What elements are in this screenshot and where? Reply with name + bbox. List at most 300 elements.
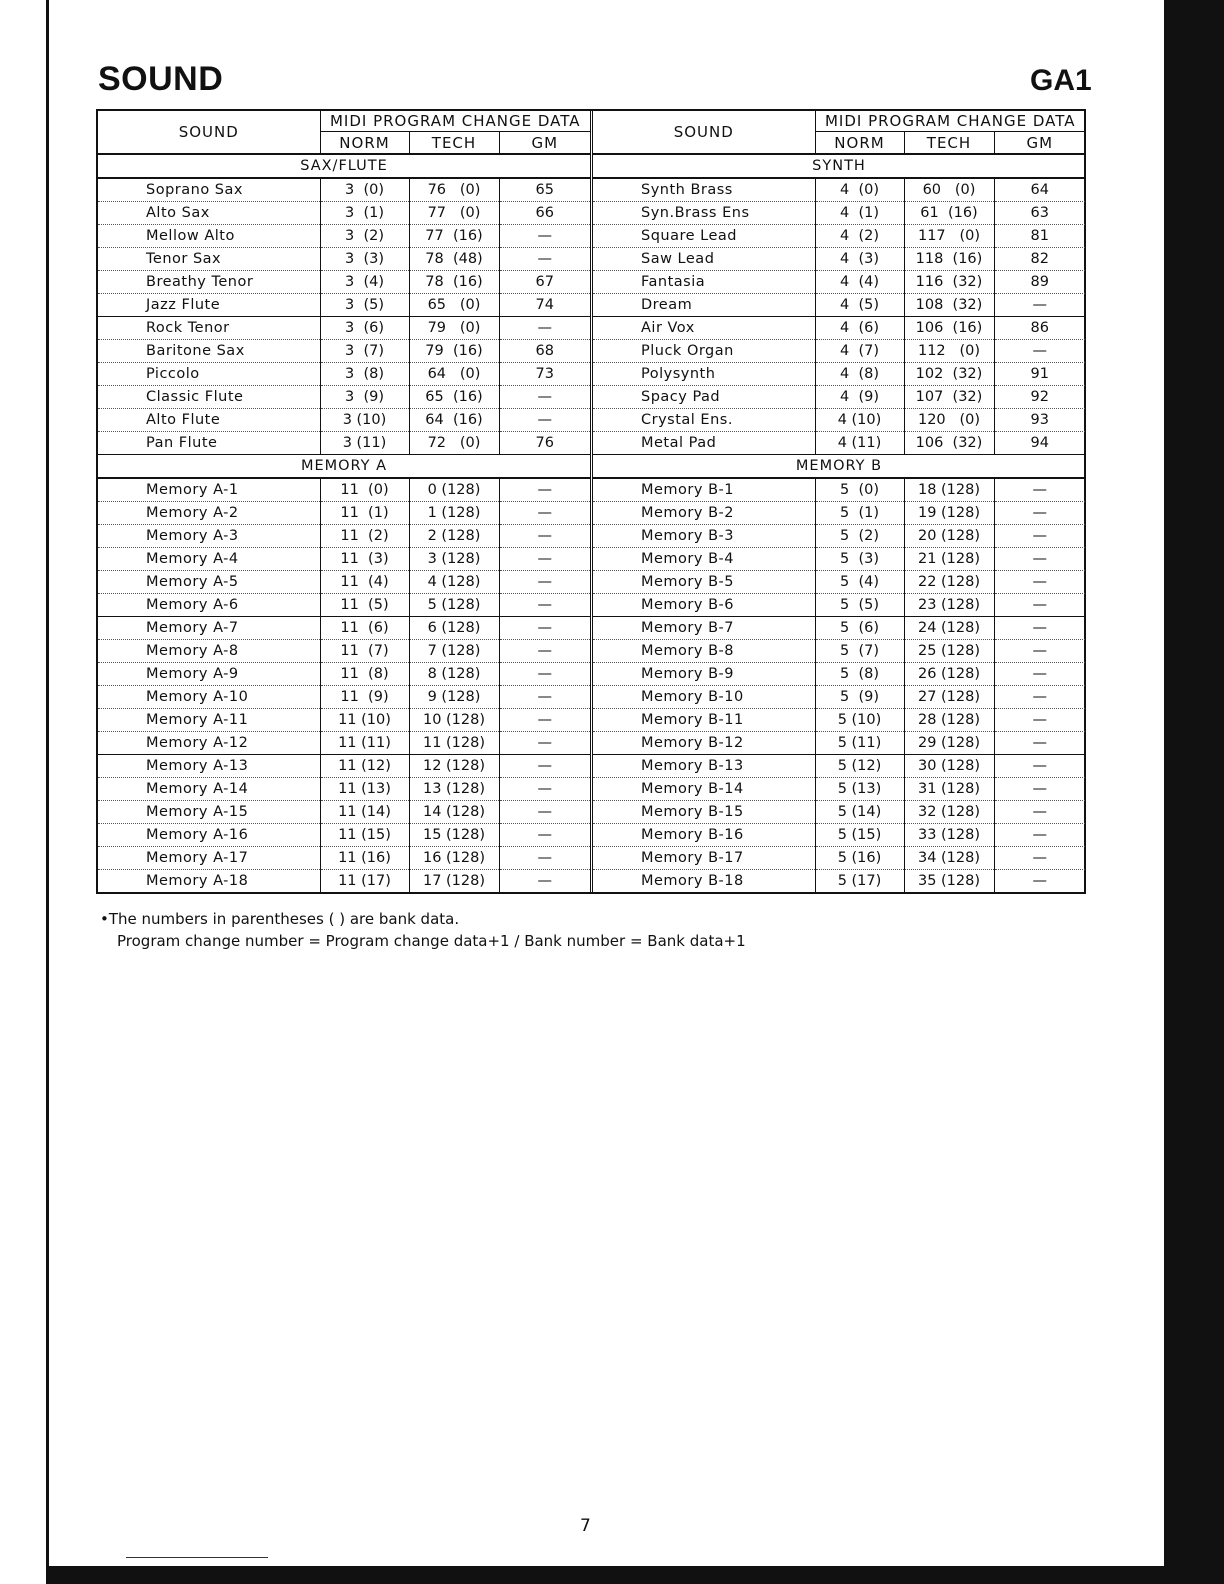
tech-value-cell: 1 (128) (409, 502, 499, 525)
scan-right-edge (1164, 0, 1224, 1584)
norm-value-cell: 3 (10) (320, 409, 409, 432)
section-title: SAX∕FLUTE (98, 154, 590, 178)
norm-value-cell: 11 (5) (320, 594, 409, 617)
gm-value-cell: — (499, 386, 590, 409)
table-row (98, 617, 590, 640)
footnote-formula: Program change number = Program change data+1 ∕ Bank number = Bank data+1 (117, 932, 746, 950)
footer-rule (126, 1557, 268, 1558)
gm-value-cell: — (994, 732, 1085, 755)
norm-value-cell: 4 (3) (815, 248, 904, 271)
sound-name-cell: Memory B-8 (593, 640, 815, 663)
norm-value-cell: 11 (2) (320, 525, 409, 548)
tech-value-cell: 11 (128) (409, 732, 499, 755)
tech-value-cell: 22 (128) (904, 571, 994, 594)
left-table (98, 111, 590, 892)
gm-value-cell: 64 (994, 178, 1085, 202)
sound-name-cell: Memory B-14 (593, 778, 815, 801)
sound-name-cell: Synth Brass (593, 178, 815, 202)
sound-name-cell: Square Lead (593, 225, 815, 248)
sound-name-cell: Piccolo (98, 363, 320, 386)
sound-name-cell: Memory A-16 (98, 824, 320, 847)
table-row (593, 363, 1085, 386)
table-row (593, 640, 1085, 663)
sound-name-cell: Alto Sax (98, 202, 320, 225)
norm-value-cell: 3 (4) (320, 271, 409, 294)
tech-value-cell: 79 (16) (409, 340, 499, 363)
sound-name-cell: Memory A-17 (98, 847, 320, 870)
table-row (593, 178, 1085, 202)
table-row (98, 202, 590, 225)
gm-value-cell: — (499, 478, 590, 502)
table-row (98, 409, 590, 432)
gm-value-cell: — (499, 225, 590, 248)
gm-value-cell: — (994, 478, 1085, 502)
gm-value-cell: — (994, 686, 1085, 709)
norm-value-cell: 3 (9) (320, 386, 409, 409)
norm-value-cell: 11 (7) (320, 640, 409, 663)
tech-value-cell: 13 (128) (409, 778, 499, 801)
gm-value-cell: — (994, 801, 1085, 824)
tech-value-cell: 16 (128) (409, 847, 499, 870)
gm-value-cell: — (994, 617, 1085, 640)
norm-value-cell: 5 (2) (815, 525, 904, 548)
norm-value-cell: 11 (11) (320, 732, 409, 755)
gm-value-cell: 65 (499, 178, 590, 202)
gm-value-cell: 66 (499, 202, 590, 225)
sound-name-cell: Memory A-4 (98, 548, 320, 571)
gm-value-cell: — (994, 340, 1085, 363)
sound-name-cell: Pluck Organ (593, 340, 815, 363)
norm-value-cell: 5 (11) (815, 732, 904, 755)
norm-value-cell: 4 (10) (815, 409, 904, 432)
sound-name-cell: Memory A-9 (98, 663, 320, 686)
tech-value-cell: 10 (128) (409, 709, 499, 732)
sound-name-cell: Memory B-17 (593, 847, 815, 870)
sound-name-cell: Memory B-15 (593, 801, 815, 824)
tech-value-cell: 120 (0) (904, 409, 994, 432)
norm-value-cell: 11 (0) (320, 478, 409, 502)
table-row (98, 225, 590, 248)
sound-name-cell: Polysynth (593, 363, 815, 386)
gm-value-cell: — (499, 709, 590, 732)
norm-value-cell: 5 (9) (815, 686, 904, 709)
table-row (593, 755, 1085, 778)
sound-name-cell: Memory B-5 (593, 571, 815, 594)
tech-value-cell: 20 (128) (904, 525, 994, 548)
sound-name-cell: Dream (593, 294, 815, 317)
norm-value-cell: 11 (9) (320, 686, 409, 709)
tech-value-cell: 26 (128) (904, 663, 994, 686)
table-row (593, 294, 1085, 317)
sound-name-cell: Memory B-9 (593, 663, 815, 686)
gm-value-cell: — (994, 594, 1085, 617)
norm-column-header: NORM (815, 132, 904, 154)
sound-table (96, 109, 1086, 894)
table-row (593, 778, 1085, 801)
sound-name-cell: Memory A-8 (98, 640, 320, 663)
gm-value-cell: 89 (994, 271, 1085, 294)
sound-name-cell: Memory A-11 (98, 709, 320, 732)
page-title: SOUND (98, 60, 224, 98)
section-title: MEMORY B (593, 455, 1085, 479)
norm-value-cell: 5 (14) (815, 801, 904, 824)
norm-value-cell: 5 (6) (815, 617, 904, 640)
gm-value-cell: — (499, 594, 590, 617)
tech-value-cell: 7 (128) (409, 640, 499, 663)
sound-name-cell: Pan Flute (98, 432, 320, 455)
section-title: MEMORY A (98, 455, 590, 479)
gm-value-cell: — (499, 571, 590, 594)
tech-value-cell: 60 (0) (904, 178, 994, 202)
gm-value-cell: — (499, 824, 590, 847)
sound-name-cell: Memory B-6 (593, 594, 815, 617)
norm-value-cell: 5 (17) (815, 870, 904, 893)
norm-value-cell: 5 (4) (815, 571, 904, 594)
table-row (593, 432, 1085, 455)
tech-value-cell: 21 (128) (904, 548, 994, 571)
tech-value-cell: 78 (16) (409, 271, 499, 294)
midi-column-header: MIDI PROGRAM CHANGE DATA (320, 111, 590, 132)
table-row (593, 386, 1085, 409)
norm-value-cell: 4 (9) (815, 386, 904, 409)
tech-value-cell: 116 (32) (904, 271, 994, 294)
tech-value-cell: 8 (128) (409, 663, 499, 686)
left-half (98, 111, 593, 892)
section-header-row (593, 455, 1085, 479)
norm-value-cell: 5 (10) (815, 709, 904, 732)
section-header-row (98, 154, 590, 178)
sound-name-cell: Memory A-2 (98, 502, 320, 525)
sound-name-cell: Saw Lead (593, 248, 815, 271)
table-row (98, 801, 590, 824)
table-row (98, 824, 590, 847)
tech-value-cell: 77 (0) (409, 202, 499, 225)
norm-value-cell: 3 (11) (320, 432, 409, 455)
footnote-bank-data: •The numbers in parentheses ( ) are bank data. (100, 910, 460, 928)
gm-value-cell: — (499, 317, 590, 340)
norm-value-cell: 5 (5) (815, 594, 904, 617)
tech-value-cell: 72 (0) (409, 432, 499, 455)
tech-value-cell: 23 (128) (904, 594, 994, 617)
tech-value-cell: 31 (128) (904, 778, 994, 801)
norm-value-cell: 11 (16) (320, 847, 409, 870)
sound-name-cell: Memory A-13 (98, 755, 320, 778)
norm-value-cell: 11 (14) (320, 801, 409, 824)
tech-value-cell: 107 (32) (904, 386, 994, 409)
gm-column-header: GM (994, 132, 1085, 154)
sound-name-cell: Memory B-2 (593, 502, 815, 525)
table-row (98, 755, 590, 778)
sound-name-cell: Memory B-18 (593, 870, 815, 893)
table-row (593, 686, 1085, 709)
table-row (98, 317, 590, 340)
tech-value-cell: 12 (128) (409, 755, 499, 778)
gm-value-cell: 63 (994, 202, 1085, 225)
sound-name-cell: Memory B-10 (593, 686, 815, 709)
table-row (593, 847, 1085, 870)
gm-value-cell: — (499, 801, 590, 824)
tech-value-cell: 33 (128) (904, 824, 994, 847)
sound-name-cell: Mellow Alto (98, 225, 320, 248)
tech-value-cell: 64 (0) (409, 363, 499, 386)
sound-name-cell: Memory B-3 (593, 525, 815, 548)
gm-value-cell: — (499, 548, 590, 571)
gm-value-cell: — (994, 294, 1085, 317)
tech-value-cell: 76 (0) (409, 178, 499, 202)
table-row (98, 548, 590, 571)
right-table-body (593, 154, 1085, 892)
sound-name-cell: Air Vox (593, 317, 815, 340)
gm-value-cell: — (499, 525, 590, 548)
sound-name-cell: Memory A-10 (98, 686, 320, 709)
norm-value-cell: 3 (3) (320, 248, 409, 271)
tech-value-cell: 78 (48) (409, 248, 499, 271)
norm-value-cell: 5 (8) (815, 663, 904, 686)
gm-value-cell: 82 (994, 248, 1085, 271)
norm-value-cell: 3 (1) (320, 202, 409, 225)
footnotes (100, 908, 746, 952)
norm-value-cell: 3 (0) (320, 178, 409, 202)
table-row (98, 640, 590, 663)
tech-value-cell: 61 (16) (904, 202, 994, 225)
tech-column-header: TECH (409, 132, 499, 154)
norm-value-cell: 5 (15) (815, 824, 904, 847)
tech-value-cell: 118 (16) (904, 248, 994, 271)
table-row (593, 271, 1085, 294)
section-title: SYNTH (593, 154, 1085, 178)
gm-value-cell: — (499, 686, 590, 709)
sound-column-header: SOUND (593, 111, 815, 154)
norm-value-cell: 3 (8) (320, 363, 409, 386)
table-row (98, 294, 590, 317)
table-row (593, 824, 1085, 847)
sound-name-cell: Tenor Sax (98, 248, 320, 271)
gm-value-cell: — (499, 755, 590, 778)
table-row (98, 709, 590, 732)
sound-name-cell: Memory A-3 (98, 525, 320, 548)
sound-name-cell: Memory B-16 (593, 824, 815, 847)
tech-value-cell: 102 (32) (904, 363, 994, 386)
gm-value-cell: — (994, 755, 1085, 778)
tech-value-cell: 79 (0) (409, 317, 499, 340)
norm-value-cell: 11 (17) (320, 870, 409, 893)
table-row (593, 663, 1085, 686)
sound-name-cell: Memory B-12 (593, 732, 815, 755)
tech-value-cell: 64 (16) (409, 409, 499, 432)
table-row (593, 594, 1085, 617)
norm-value-cell: 11 (1) (320, 502, 409, 525)
gm-value-cell: — (994, 571, 1085, 594)
tech-value-cell: 65 (0) (409, 294, 499, 317)
tech-value-cell: 28 (128) (904, 709, 994, 732)
gm-value-cell: — (537, 873, 553, 889)
sound-name-cell: Memory B-7 (593, 617, 815, 640)
table-row (98, 271, 590, 294)
tech-value-cell: 77 (16) (409, 225, 499, 248)
norm-value-cell: 5 (0) (815, 478, 904, 502)
gm-value-cell: 86 (994, 317, 1085, 340)
tech-value-cell: 5 (128) (409, 594, 499, 617)
sound-name-cell: Crystal Ens. (593, 409, 815, 432)
tech-value-cell: 9 (128) (409, 686, 499, 709)
norm-value-cell: 4 (4) (815, 271, 904, 294)
norm-value-cell: 4 (2) (815, 225, 904, 248)
table-row (98, 847, 590, 870)
gm-value-cell: — (499, 248, 590, 271)
norm-value-cell: 11 (8) (320, 663, 409, 686)
norm-column-header: NORM (320, 132, 409, 154)
tech-value-cell: 27 (128) (904, 686, 994, 709)
gm-column-header: GM (499, 132, 590, 154)
tech-value-cell: 106 (16) (904, 317, 994, 340)
tech-value-cell: 18 (128) (904, 478, 994, 502)
sound-name-cell: Breathy Tenor (98, 271, 320, 294)
table-row (593, 502, 1085, 525)
norm-value-cell: 4 (6) (815, 317, 904, 340)
table-row (98, 432, 590, 455)
tech-value-cell: 6 (128) (409, 617, 499, 640)
tech-value-cell: 65 (16) (409, 386, 499, 409)
sound-name-cell: Baritone Sax (98, 340, 320, 363)
right-table (593, 111, 1085, 892)
table-row (593, 409, 1085, 432)
sound-name-cell: Memory B-11 (593, 709, 815, 732)
gm-value-cell: — (994, 847, 1085, 870)
right-half (593, 111, 1085, 892)
sound-name-cell: Memory A-5 (98, 571, 320, 594)
norm-value-cell: 3 (2) (320, 225, 409, 248)
table-row (98, 525, 590, 548)
table-row (98, 663, 590, 686)
gm-value-cell: — (499, 640, 590, 663)
table-row (98, 732, 590, 755)
table-row (98, 778, 590, 801)
gm-value-cell: 76 (499, 432, 590, 455)
table-row (98, 248, 590, 271)
sound-name-cell: Memory A-6 (98, 594, 320, 617)
gm-value-cell: 93 (994, 409, 1085, 432)
gm-value-cell: — (499, 409, 590, 432)
table-row (98, 363, 590, 386)
table-row (98, 178, 590, 202)
table-row (98, 870, 590, 893)
tech-value-cell: 24 (128) (904, 617, 994, 640)
norm-value-cell: 11 (4) (320, 571, 409, 594)
sound-name-cell: Jazz Flute (98, 294, 320, 317)
norm-value-cell: 11 (12) (320, 755, 409, 778)
sound-name-cell: Memory B-4 (593, 548, 815, 571)
norm-value-cell: 5 (16) (815, 847, 904, 870)
norm-value-cell: 11 (15) (320, 824, 409, 847)
gm-value-cell: 94 (994, 432, 1085, 455)
tech-value-cell: 15 (128) (409, 824, 499, 847)
table-row (98, 594, 590, 617)
table-row (593, 202, 1085, 225)
norm-value-cell: 4 (7) (815, 340, 904, 363)
norm-value-cell: 4 (8) (815, 363, 904, 386)
left-table-body (98, 154, 590, 892)
gm-value-cell: — (994, 640, 1085, 663)
norm-value-cell: 11 (3) (320, 548, 409, 571)
table-row (98, 478, 590, 502)
gm-value-cell: 92 (994, 386, 1085, 409)
section-header-row (593, 154, 1085, 178)
norm-value-cell: 5 (13) (815, 778, 904, 801)
sound-column-header: SOUND (98, 111, 320, 154)
tech-value-cell: 19 (128) (904, 502, 994, 525)
norm-value-cell: 5 (1) (815, 502, 904, 525)
table-row (593, 801, 1085, 824)
gm-value-cell: — (1032, 873, 1048, 889)
sound-name-cell: Soprano Sax (98, 178, 320, 202)
sound-name-cell: Memory A-14 (98, 778, 320, 801)
sound-name-cell: Rock Tenor (98, 317, 320, 340)
table-row (98, 686, 590, 709)
tech-value-cell: 0 (128) (409, 478, 499, 502)
gm-value-cell: — (499, 663, 590, 686)
tech-value-cell: 2 (128) (409, 525, 499, 548)
gm-value-cell: — (499, 732, 590, 755)
model-name: GA1 (1030, 64, 1092, 97)
table-row (593, 225, 1085, 248)
tech-value-cell: 14 (128) (409, 801, 499, 824)
norm-value-cell: 3 (6) (320, 317, 409, 340)
gm-value-cell: — (499, 502, 590, 525)
gm-value-cell: — (994, 502, 1085, 525)
norm-value-cell: 4 (5) (815, 294, 904, 317)
gm-value-cell: — (994, 548, 1085, 571)
tech-value-cell: 106 (32) (904, 432, 994, 455)
gm-value-cell: — (994, 824, 1085, 847)
norm-value-cell: 3 (7) (320, 340, 409, 363)
table-row (98, 502, 590, 525)
gm-value-cell: 67 (499, 271, 590, 294)
sound-name-cell: Memory B-13 (593, 755, 815, 778)
tech-value-cell: 4 (128) (409, 571, 499, 594)
gm-value-cell: — (994, 778, 1085, 801)
tech-value-cell: 25 (128) (904, 640, 994, 663)
tech-value-cell: 3 (128) (409, 548, 499, 571)
gm-value-cell: — (499, 847, 590, 870)
tech-column-header: TECH (904, 132, 994, 154)
table-row (593, 317, 1085, 340)
sound-name-cell: Memory A-1 (98, 478, 320, 502)
tech-value-cell: 29 (128) (904, 732, 994, 755)
sound-name-cell: Memory A-18 (98, 870, 320, 893)
page-left-border (0, 0, 49, 1584)
sound-name-cell: Classic Flute (98, 386, 320, 409)
gm-value-cell: 73 (499, 363, 590, 386)
norm-value-cell: 5 (3) (815, 548, 904, 571)
norm-value-cell: 11 (13) (320, 778, 409, 801)
gm-value-cell: — (994, 709, 1085, 732)
page-number: 7 (580, 1516, 591, 1536)
midi-column-header: MIDI PROGRAM CHANGE DATA (815, 111, 1085, 132)
tech-value-cell: 34 (128) (904, 847, 994, 870)
gm-value-cell: 74 (499, 294, 590, 317)
table-row (593, 709, 1085, 732)
table-row (593, 571, 1085, 594)
table-row (593, 870, 1085, 893)
table-row (98, 340, 590, 363)
gm-value-cell: — (499, 617, 590, 640)
norm-value-cell: 4 (1) (815, 202, 904, 225)
table-row (593, 525, 1085, 548)
norm-value-cell: 5 (7) (815, 640, 904, 663)
sound-name-cell: Metal Pad (593, 432, 815, 455)
tech-value-cell: 108 (32) (904, 294, 994, 317)
gm-value-cell: 81 (994, 225, 1085, 248)
